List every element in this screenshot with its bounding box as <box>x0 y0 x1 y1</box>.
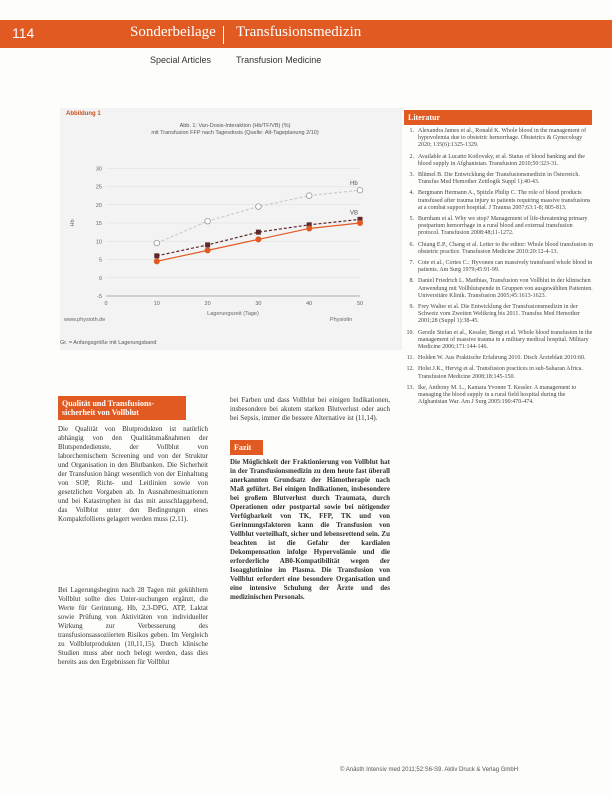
literature-item-number: 7. <box>409 260 414 267</box>
literature-item-number: 11. <box>406 355 414 362</box>
y-tick-label: 20 <box>95 202 102 209</box>
literature-item <box>402 128 594 150</box>
literature-item <box>402 242 594 256</box>
data-point <box>205 218 211 224</box>
page-number: 114 <box>12 25 35 41</box>
data-point <box>306 225 312 231</box>
x-axis-label: Lagerungszeit (Tage) <box>207 311 259 317</box>
data-point <box>205 242 210 247</box>
topic-title: Transfusionsmedizin <box>236 24 362 40</box>
literature-item-number: 1. <box>409 128 414 134</box>
y-tick-label: 10 <box>95 239 102 246</box>
literature-item-number: 8. <box>409 278 414 285</box>
literature-item <box>402 172 594 186</box>
page-header <box>0 20 612 48</box>
section-heading-line2: sicherheit von Vollblut <box>62 408 139 417</box>
literature-item-number: 6. <box>409 241 414 248</box>
literature-item-text: Burnham et al. Why we stop? Management of life-threatening primary postpartum hemorrhage in a rural blood and external transfusion protocol. Transfusion 2008:48;11-1272. <box>418 216 588 237</box>
literature-item-text: Holden W. Aus Praktische Erfahrung 2010. Dtsch Ärzteblatt 2010:60. <box>418 355 586 362</box>
literature-item-text: Available at Lucatto Kotlovsky, et al. Status of blood banking and the blood supply in Afghanistan. Transfusion 2010;50:323-31. <box>418 153 585 167</box>
literature-item-number: 3. <box>409 172 414 179</box>
data-point <box>154 240 160 246</box>
data-point <box>256 204 262 210</box>
y-tick-label: 15 <box>95 221 102 227</box>
literature-item-text: Alexandra James et al., Ronald K. Whole blood in the management of hypovolemia due to obstetric hemorrhage. Obstetrics & Gynecology 2020; 135(6):1325-1329. <box>418 128 587 149</box>
data-point <box>205 247 211 253</box>
literature-item <box>402 330 594 352</box>
figure-caption: Gr. = Anfangsgröße mit Lagerungsband <box>60 340 157 346</box>
y-tick-label: 25 <box>95 184 102 191</box>
figure-url: www.physioth.de <box>64 317 106 323</box>
literature-item-text: Bergmann Hermann A., Spitzle Philip C. The role of blood products transfused after trauma injury to patients requiring massive transfusions at a combat support hospital. J Trauma 2007;63:1-8; 805-813. <box>418 190 591 211</box>
footer-copyright: © Anästh Intensiv med 2011;52:S6-S9. Aktiv Druck & Verlag GmbH <box>340 767 519 773</box>
literature-item-number: 12. <box>406 366 414 373</box>
literature-item-number: 13. <box>406 384 414 391</box>
literature-item <box>402 154 594 168</box>
literature-item <box>402 278 594 300</box>
literature-item-text: Ike, Anthony M. L., Kamara Yvonne T. Kessler. A management to managing the blood supply in a rural field hospital during the Afghanistan War. Am J Surg 2005:190:470-474. <box>418 384 577 406</box>
header-divider <box>223 26 224 44</box>
y-tick-label: -5 <box>97 294 102 300</box>
literature-list <box>402 128 594 411</box>
data-point <box>357 220 363 226</box>
data-point <box>256 230 261 235</box>
figure-brand: Physiolin <box>330 317 353 323</box>
y-axis-label: Hb <box>70 219 76 227</box>
mid-paragraph-1: bei Farben und dass Vollblut bei einigen Indikationen, insbesondere bei akutem starken Blutverlust oder auch bei Sepsis, immer die bessere Alternative ist (11,14). <box>230 396 390 422</box>
literature-item-number: 10. <box>406 329 414 336</box>
data-point <box>154 253 159 258</box>
left-paragraph-2: Bei Lagerungsbeginn nach 28 Tagen mit gekühltem Vollblut sollte dies Unter-suchungen ergänzt, die Werte für Gerinnung, Hb, 2,3-DPG, ATP, Laktat sowie Prüfung von Aktivitäten von individueller Wirkung zur Verbesserung des transfusionsassoziierten Risikos geben. Im Vergleich zu Vollblutprodukten (10,11,15). Durch klinische Studien muss aber noch belegt werden, dass dies bereits aus den Ergebnissen für Vollblut <box>58 586 208 666</box>
data-point <box>255 236 261 242</box>
literature-item <box>402 366 594 380</box>
subtitle-right: Transfusion Medicine <box>236 55 322 65</box>
literature-item-text: Gerstle Stefan et al., Kessler, Bengt et al. Whole blood transfusion in the management of massive trauma in a military medical hospital. Military Medicine 2006;171:144-146. <box>418 329 593 351</box>
literature-item <box>402 385 594 407</box>
conclusion-paragraph: Die Möglichkeit der Fraktionierung von Vollblut hat in der Transfusionsmedizin zu dem heute fast überall anerkannten Grundsatz der Hämotherapie nach Maß geführt. Bei einigen Indikationen, insbesondere bei großem Blutverlust durch Traumata, durch Operationen oder postpartal sowie bei nötigender Verfügbarkeit von TK, FFP, TK und von Gerinnungsfaktoren kann die Transfusion von Vollblut vorteilhaft, sicher und lebensrettend sein. Zu beachten ist die Gefahr der kardialen Dekompensation infolge Hypervolämie und die erforderliche AB0-Kompatibilität wegen der Isoagglutinine im Plasma. Die Transfusion von Vollblut erfordert eine besondere Organisation und eine intensive Schulung der Ärzte und des medizinischen Personals. <box>230 458 390 601</box>
section-heading-line1: Qualität und Transfusions- <box>62 399 155 408</box>
y-tick-label: 30 <box>95 166 102 173</box>
literature-item-number: 2. <box>409 153 414 160</box>
literature-item-text: Holst J.K., Hervig et al. Transfusion practices in sub-Saharan Africa. Transfusion Medicine 2008;18:145-150. <box>418 366 583 380</box>
subtitle-left: Special Articles <box>150 55 212 65</box>
literature-item-number: 4. <box>409 190 414 197</box>
section-heading-quality <box>58 396 186 420</box>
series-line <box>157 190 360 243</box>
literature-item-number: 9. <box>409 304 414 311</box>
literature-item <box>402 216 594 238</box>
data-point <box>154 258 160 264</box>
y-tick-label: 5 <box>98 257 102 264</box>
figure-tag: Abbildung 1 <box>66 111 101 117</box>
x-tick-label: 30 <box>255 301 262 307</box>
x-tick-label: 10 <box>153 301 160 307</box>
data-point <box>357 187 363 193</box>
literature-item-text: Chiang E.P., Chang et al. Letter to the editor: Whole blood transfusion in obstetric practice. Transfusion Medicine 2010:20:12-4-13. <box>418 241 593 255</box>
literature-item-number: 5. <box>409 216 414 223</box>
figure-title-line2: mit Transfusion FFP nach Tagesdosis (Quelle: Alt-Tageplanung 2/10) <box>151 130 319 136</box>
x-tick-label: 0 <box>104 301 108 307</box>
series-label: VB <box>350 210 359 217</box>
literature-item-text: Blümel B. Die Entwicklung der Transfusionsmedizin in Österreich. Transfus Med Hemother Zeitlogik Suppl 1):40-43. <box>418 172 580 186</box>
literature-heading: Literatur <box>404 110 592 125</box>
literature-item-text: Cote et al., Cortes C.: Hyvonen can massively transfused whole blood in patients. Am Surg 1979;45:91-99. <box>418 260 593 274</box>
data-point <box>306 193 312 199</box>
literature-item-text: Frey Walter et al. Die Entwicklung der Transfusionsmedizin in der Schweiz vom Zweiten Weltkrieg bis 2011. Transfus Med Hemother 2001;28 (Suppl 1):38-45. <box>418 304 580 325</box>
literature-item <box>402 355 594 362</box>
literature-item-text: Daniel Friedrich L. Matthias, Transfusion von Vollblut in der klinischen Anwendung mit Vollblutspende in Gruppen von ausgewählten Patienten. Universitäre Klinik. Transfusion 2005;45:1613-1623. <box>418 278 593 299</box>
x-tick-label: 50 <box>356 301 364 307</box>
y-tick-label: 0 <box>98 275 102 282</box>
section-title: Sonderbeilage <box>130 24 216 40</box>
figure-title-line1: Abb. 1: Van-Dosis-Interaktion (Hb/TF/VB) (%) <box>179 123 291 129</box>
literature-item <box>402 304 594 326</box>
left-paragraph-1: Die Qualität von Blutprodukten ist natürlich abhängig von den Qualitätsmaßnahmen der Blutspendedienste, der Vollblut von laborchemischem Screening und von der Struktur und Organisation in den Blutbanken. Die Sicherheit der Transfusion hängt wesentlich von der Einhaltung von SOP, Richt- und Leitlinien sowie von gesetzlichen Vorgaben ab. In Ausnahmesituationen und bei Katastrophen ist das mit ausschlaggebend, das Vollblut unter den Bedingungen eines Kompaktfolliens gelagert werden muss (2,11). <box>58 425 208 523</box>
series-label: Hb <box>350 181 358 188</box>
literature-item <box>402 260 594 274</box>
x-tick-label: 20 <box>204 301 211 307</box>
x-tick-label: 40 <box>306 301 313 307</box>
literature-item <box>402 190 594 212</box>
line-chart <box>60 108 402 328</box>
section-heading-fazit: Fazit <box>230 440 263 455</box>
